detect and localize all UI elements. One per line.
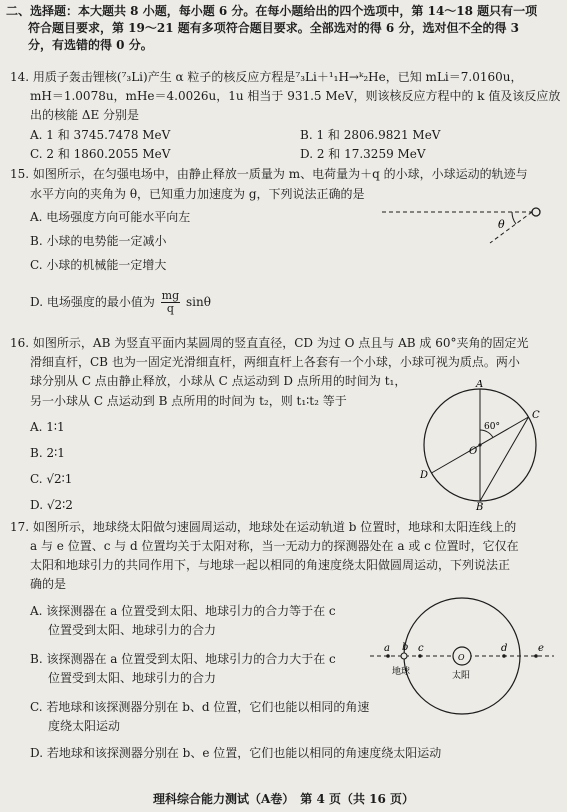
q16-line-2: 滑细直杆，CB 也为一固定光滑细直杆，两细直杆上各套有一个小球，小球可视为质点。两小 bbox=[30, 355, 520, 369]
q14-option-d: D. 2 和 17.3259 MeV bbox=[300, 147, 426, 161]
q15-line-1: 15. 如图所示，在匀强电场中，由静止释放一质量为 m、电荷量为＋q 的小球，小球运动的轨迹与 bbox=[10, 167, 528, 181]
q17-option-d: D. 若地球和该探测器分别在 b、e 位置，它们也能以相同的角速度绕太阳运动 bbox=[30, 746, 442, 760]
q17-line-2: a 与 e 位置、c 与 d 位置均关于太阳对称，当一无动力的探测器处在 a 或 c 位置时，它仅在 bbox=[30, 539, 519, 553]
label-sun: 太阳 bbox=[452, 671, 471, 681]
q14-line-1: 14. 用质子轰击锂核(⁷₃Li)产生 α 粒子的核反应方程是⁷₃Li＋¹₁H→ᵏ₂He，已知 mLi＝7.0160u， bbox=[10, 70, 523, 84]
point-d bbox=[502, 654, 506, 658]
q15-option-c: C. 小球的机械能一定增大 bbox=[30, 258, 167, 272]
label-b: B bbox=[476, 502, 484, 510]
label-o: O bbox=[458, 653, 465, 662]
q17-line-3: 太阳和地球引力的共同作用下，与地球一起以相同的角速度绕太阳做圆周运动，下列说法正 bbox=[30, 558, 511, 572]
section-line-1: 二、选择题：本大题共 8 小题，每小题 6 分。在每小题给出的四个选项中，第 14～18 题只有一项 bbox=[6, 4, 538, 18]
trajectory-dashed-line bbox=[490, 212, 532, 243]
q16-option-a: A. 1∶1 bbox=[30, 420, 65, 434]
q17-line-1: 17. 如图所示，地球绕太阳做匀速圆周运动，地球处在运动轨道 b 位置时，地球和太阳连线上的 bbox=[10, 520, 517, 534]
label-o: O bbox=[469, 446, 478, 457]
q15-option-d-prefix: D. 电场强度的最小值为 bbox=[30, 295, 155, 309]
q14-line-2: mH＝1.0078u，mHe＝4.0026u，1u 相当于 931.5 MeV，则该核反应方程中的 k 值及该反应放 bbox=[30, 89, 561, 103]
q15-line-2: 水平方向的夹角为 θ，已知重力加速度为 g，下列说法正确的是 bbox=[30, 187, 365, 201]
q15-option-d-suffix: sinθ bbox=[185, 295, 211, 309]
point-e bbox=[534, 654, 538, 658]
page-footer: 理科综合能力测试（A卷） 第 4 页（共 16 页） bbox=[152, 792, 415, 806]
q17-option-c-line-1: C. 若地球和该探测器分别在 b、d 位置，它们也能以相同的角速 bbox=[30, 700, 370, 714]
q15-option-b: B. 小球的电势能一定减小 bbox=[30, 234, 167, 248]
label-a: a bbox=[384, 643, 390, 654]
label-earth: 地球 bbox=[392, 667, 411, 677]
label-d: D bbox=[420, 470, 429, 481]
section-line-3: 分，有选错的得 0 分。 bbox=[28, 38, 153, 52]
q14-option-a: A. 1 和 3745.7478 MeV bbox=[30, 128, 171, 142]
q16-option-d: D. √2∶2 bbox=[30, 498, 73, 512]
q16-option-b: B. 2∶1 bbox=[30, 446, 65, 460]
q14-line-3: 出的核能 ΔE 分别是 bbox=[30, 108, 140, 122]
q16-line-1: 16. 如图所示，AB 为竖直平面内某圆周的竖直直径，CD 为过 O 点且与 AB 成 60°夹角的固定光 bbox=[10, 336, 529, 350]
label-b: b bbox=[402, 642, 409, 653]
label-c: c bbox=[418, 643, 424, 654]
q16-figure bbox=[400, 380, 560, 510]
q17-option-a-line-2: 位置受到太阳、地球引力的合力 bbox=[48, 623, 217, 637]
q17-figure bbox=[362, 586, 562, 726]
q17-option-a-line-1: A. 该探测器在 a 位置受到太阳、地球引力的合力等于在 c bbox=[30, 604, 336, 618]
q17-option-c-line-2: 度绕太阳运动 bbox=[48, 719, 121, 733]
q14-option-b: B. 1 和 2806.9821 MeV bbox=[300, 128, 441, 142]
label-angle: 60° bbox=[484, 422, 500, 432]
label-d: d bbox=[501, 643, 508, 654]
q15-fraction-numerator: mg bbox=[161, 289, 180, 302]
q14-option-c: C. 2 和 1860.2055 MeV bbox=[30, 147, 171, 161]
label-a: A bbox=[476, 380, 484, 390]
label-e: e bbox=[538, 643, 544, 654]
earth-icon bbox=[401, 653, 407, 659]
theta-label: θ bbox=[498, 218, 505, 231]
angle-arc bbox=[512, 212, 516, 224]
q15-figure bbox=[380, 198, 560, 248]
q17-option-b-line-2: 位置受到太阳、地球引力的合力 bbox=[48, 671, 217, 685]
q15-option-d bbox=[30, 290, 211, 315]
q16-line-4: 另一小球从 C 点运动到 B 点所用的时间为 t₂，则 t₁∶t₂ 等于 bbox=[30, 394, 347, 408]
label-c: C bbox=[532, 410, 540, 421]
q16-line-3: 球分别从 C 点由静止释放，小球从 C 点运动到 D 点所用的时间为 t₁， bbox=[30, 374, 407, 388]
q17-option-b-line-1: B. 该探测器在 a 位置受到太阳、地球引力的合力大于在 c bbox=[30, 652, 336, 666]
q16-option-c: C. √2∶1 bbox=[30, 472, 73, 486]
center-point bbox=[478, 443, 481, 446]
point-c bbox=[418, 654, 422, 658]
q17-line-4: 确的是 bbox=[30, 577, 67, 591]
charged-ball bbox=[532, 208, 540, 216]
point-a bbox=[386, 654, 390, 658]
q15-fraction-denominator: q bbox=[166, 302, 174, 315]
section-line-2: 符合题目要求，第 19～21 题有多项符合题目要求。全部选对的得 6 分，选对但不全的得 3 bbox=[28, 21, 519, 35]
q15-option-a: A. 电场强度方向可能水平向左 bbox=[30, 210, 191, 224]
